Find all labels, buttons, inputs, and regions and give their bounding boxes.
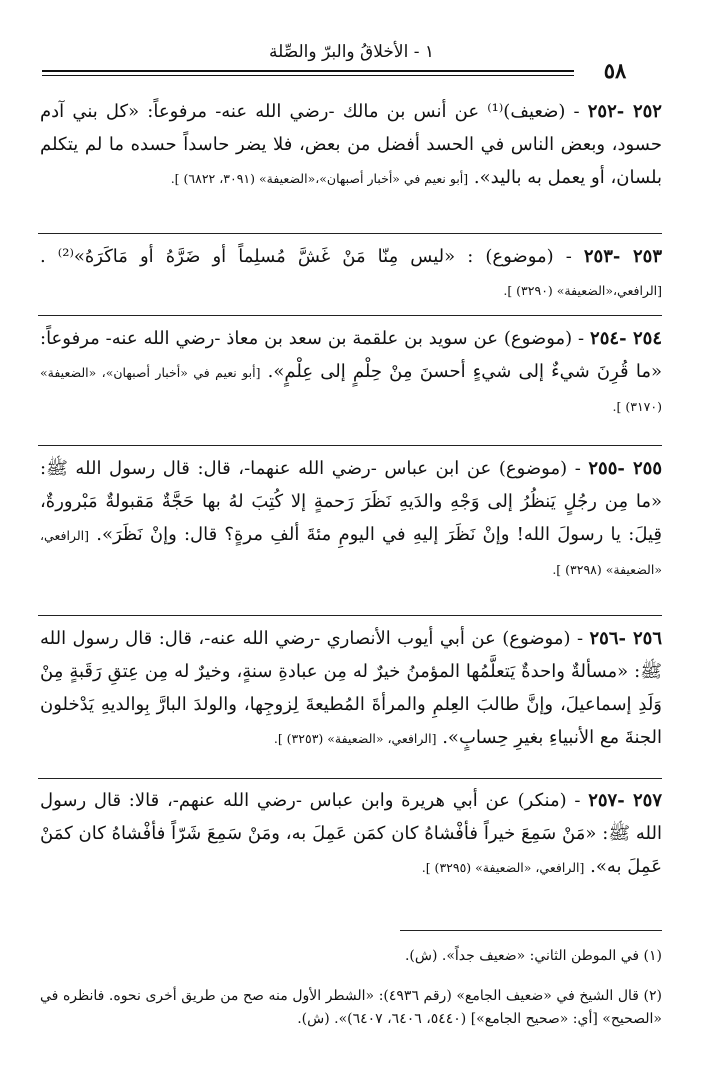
footnote-rule [400, 930, 662, 931]
entry-text: - (موضوع) : «ليس مِنّا مَنْ غَشَّ مُسلِماً أو ضَرَّهُ أو مَاكَرَهُ»⁽²⁾ . [40, 246, 572, 267]
hadith-entry-252 [40, 95, 662, 195]
footnote-2 [40, 985, 662, 1031]
hadith-entry-256 [40, 622, 662, 755]
entry-number: ٢٥٦ -٢٥٦ [589, 628, 662, 649]
hadith-entry-254 [40, 322, 662, 423]
entry-text: - (ضعيف)⁽¹⁾ عن أنس بن مالك -رضي الله عنه- مرفوعاً: «كل بني آدم حسود، وبعض الناس في الحسد أفضل من بعض، فلا يضر حاسداً حسده ما لم يتكلم بلسان، أو يعمل به باليد». [40, 101, 662, 188]
entry-divider [38, 615, 662, 616]
entry-text: - (موضوع) عن سويد بن علقمة بن سعد بن معاذ -رضي الله عنه- مرفوعاً: «ما قُرِنَ شيءٌ إلى شيءٍ أحسنَ مِنْ حِلْمٍ إلى عِلْمٍ». [40, 328, 662, 382]
entry-divider [38, 233, 662, 234]
entry-number: ٢٥٤ -٢٥٤ [590, 328, 662, 349]
entry-divider [38, 778, 662, 779]
entry-number: ٢٥٣ -٢٥٣ [583, 246, 663, 267]
entry-number: ٢٥٧ -٢٥٧ [588, 790, 662, 811]
entry-reference: [أبو نعيم في «أخبار أصبهان»، «الضعيفة» (٣١٧٠) ]. [40, 365, 662, 414]
header-rule [42, 70, 574, 72]
hadith-entry-253 [40, 240, 662, 307]
entry-reference: [الرافعي، «الضعيفة» (٣٢٥٣) ]. [273, 731, 437, 746]
entry-text: - (موضوع) عن ابن عباس -رضي الله عنهما-، قال: قال رسول الله ﷺ: «ما مِن رجُلٍ يَنظُرُ إلى وَجْهِ والدَيهِ نَظَرَ رَحمةٍ إلا كُتِبَ لهُ بها حَجَّةٌ مَقبولةٌ مَبْرورةٌ، قِيلَ: يا رسولَ الله! وإنْ نَظَرَ إليهِ في اليومِ مئةَ ألفِ مرةٍ؟ قال: وإنْ نَظَرَ». [40, 458, 662, 545]
entry-reference: [الرافعي، «الضعيفة» (٣٢٩٨) ]. [40, 528, 662, 577]
entry-number: ٢٥٥ -٢٥٥ [588, 458, 662, 479]
entry-text: - (منكر) عن أبي هريرة وابن عباس -رضي الله عنهم-، قالا: قال رسول الله ﷺ: «مَنْ سَمِعَ خيراً فأفْشاهُ كان كمَن عَمِلَ به، ومَنْ سَمِعَ شَرّاً فأفْشاهُ كان كمَنْ عَمِلَ به». [40, 790, 662, 877]
footnote-1 [40, 945, 662, 968]
entry-text: - (موضوع) عن أبي أيوب الأنصاري -رضي الله عنه-، قال: قال رسول الله ﷺ: «مسألةٌ واحدةٌ يَتعلَّمُها المؤمنُ خيرٌ له مِن عبادةِ سنةٍ، وخيرٌ له مِن عِتقِ رَقَبةٍ مِنْ وَلَدِ إسماعيلَ، وإنَّ طالبَ العِلمِ والمرأةَ المُطيعةَ لِزوجِها، والولدَ البارَّ بِوالديهِ يَدْخلون الجنةَ مع الأنبياءِ بغيرِ حِسابٍ». [40, 628, 662, 748]
footnote-text: (١) في الموطن الثاني: «ضعيف جداً». (ش). [404, 948, 662, 964]
page-number: ٥٨ [603, 58, 627, 83]
hadith-entry-255 [40, 452, 662, 586]
header-rule-thin [42, 75, 574, 76]
entry-reference: [الرافعي، «الضعيفة» (٣٢٩٥) ]. [421, 860, 585, 875]
running-header-title: ١ - الأخلاقُ والبرّ والصِّلة [269, 42, 434, 62]
entry-divider [38, 315, 662, 316]
entry-divider [38, 445, 662, 446]
entry-number: ٢٥٢ -٢٥٢ [587, 101, 662, 122]
footnote-text: (٢) قال الشيخ في «ضعيف الجامع» (رقم ٤٩٣٦): «الشطر الأول منه صح من طريق أخرى نحوه. فانظره في «الصحيح» [أي: «صحيح الجامع»] (٥٤٤٠، ٦٤٠٦، ٦٤٠٧)». (ش). [40, 988, 663, 1027]
entry-reference: [أبو نعيم في «أخبار أصبهان»،«الضعيفة» (٣٠٩١، ٦٨٢٢) ]. [170, 171, 469, 186]
entry-reference: [الرافعي،«الضعيفة» (٣٢٩٠) ]. [503, 283, 662, 298]
hadith-entry-257 [40, 784, 662, 884]
